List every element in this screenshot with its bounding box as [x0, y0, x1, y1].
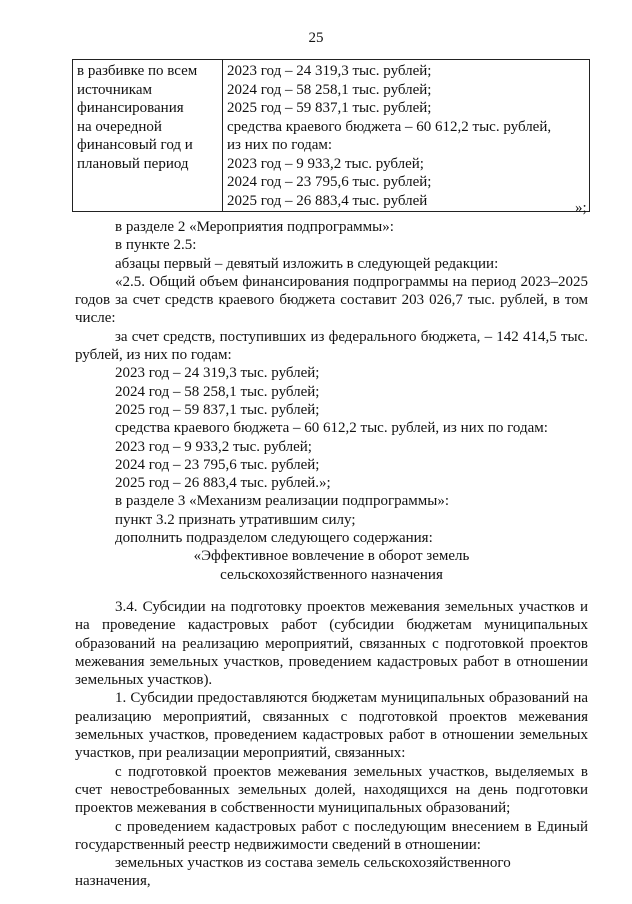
table-value-line: 2025 год – 59 837,1 тыс. рублей;: [227, 100, 432, 116]
paragraph: 2024 год – 23 795,6 тыс. рублей;: [115, 456, 320, 473]
subheading-line: «Эффективное вовлечение в оборот земель: [193, 548, 470, 565]
paragraph: 2024 год – 58 258,1 тыс. рублей;: [115, 383, 320, 400]
subheading-line: сельскохозяйственного назначения: [220, 566, 443, 583]
table-value-line: 2023 год – 9 933,2 тыс. рублей;: [227, 155, 424, 172]
paragraph: средства краевого бюджета – 60 612,2 тыс. рублей, из них по годам:: [115, 420, 548, 437]
table-label-line: в разбивке по всем: [77, 63, 198, 79]
paragraph: 2025 год – 26 883,4 тыс. рублей.»;: [115, 475, 331, 492]
paragraph: с проведением кадастровых работ с последующим внесением в Единый государственный реестр недвижимости сведений в отношении:: [75, 818, 588, 853]
paragraph: земельных участков из состава земель сельскохозяйственного назначения,: [75, 855, 511, 890]
paragraph: в разделе 3 «Механизм реализации подпрограммы»:: [115, 493, 449, 510]
table-label-line: финансирования: [77, 100, 184, 116]
paragraph: 3.4. Субсидии на подготовку проектов межевания земельных участков и на проведение кадастровых работ (субсидии бюджетам муниципальных образований на реализацию мероприятий, связанных с подготовкой проектов межевания земельных участков, проведением кадастровых работ в отношении земельных участков).: [75, 598, 588, 689]
table-label-cell: [73, 60, 223, 212]
closing-quote: »;: [575, 200, 587, 216]
paragraph: 2023 год – 24 319,3 тыс. рублей;: [115, 365, 320, 382]
paragraph: в разделе 2 «Мероприятия подпрограммы»:: [115, 219, 394, 235]
table-value-line: 2024 год – 23 795,6 тыс. рублей;: [227, 174, 432, 190]
table-value-line: 2025 год – 26 883,4 тыс. рублей: [227, 192, 428, 209]
table-value-line: средства краевого бюджета – 60 612,2 тыс. рублей,: [227, 118, 552, 135]
paragraph: 1. Субсидии предоставляются бюджетам муниципальных образований на реализацию мероприятий, связанных с подготовкой проектов межевания земельных участков, проведением кадастровых работ в отношении земельных участков, при реализации мероприятий, связанных:: [75, 690, 588, 762]
paragraph: за счет средств, поступивших из федерального бюджета, – 142 414,5 тыс. рублей, из них по годам:: [75, 328, 588, 364]
table-label-line: плановый период: [77, 155, 189, 172]
table-value-line: 2023 год – 24 319,3 тыс. рублей;: [227, 63, 432, 79]
table-label-line: финансовый год и: [77, 137, 193, 153]
paragraph: 2025 год – 59 837,1 тыс. рублей;: [115, 401, 320, 418]
document-body: [75, 218, 588, 891]
paragraph: «2.5. Общий объем финансирования подпрограммы на период 2023–2025 годов за счет средств краевого бюджета составит 203 026,7 тыс. рублей, в том числе:: [75, 273, 588, 327]
table-row: [73, 60, 590, 212]
table-value-cell: [223, 60, 590, 212]
page-number: 25: [308, 30, 324, 46]
paragraph: дополнить подразделом следующего содержания:: [115, 530, 433, 547]
table-value-line: из них по годам:: [227, 137, 333, 153]
paragraph: пункт 3.2 признать утратившим силу;: [115, 511, 356, 528]
table-label-line: на очередной: [77, 118, 162, 135]
paragraph: с подготовкой проектов межевания земельных участков, выделяемых в счет невостребованных земельных долей, находящихся на день подготовки проектов межевания в собственности муниципальных образований;: [75, 763, 588, 817]
paragraph: 2023 год – 9 933,2 тыс. рублей;: [115, 438, 312, 455]
financing-table: [72, 59, 590, 212]
paragraph: абзацы первый – девятый изложить в следующей редакции:: [115, 255, 499, 272]
table-value-line: 2024 год – 58 258,1 тыс. рублей;: [227, 81, 432, 98]
table-label-line: источникам: [77, 81, 152, 98]
paragraph: в пункте 2.5:: [115, 237, 197, 254]
